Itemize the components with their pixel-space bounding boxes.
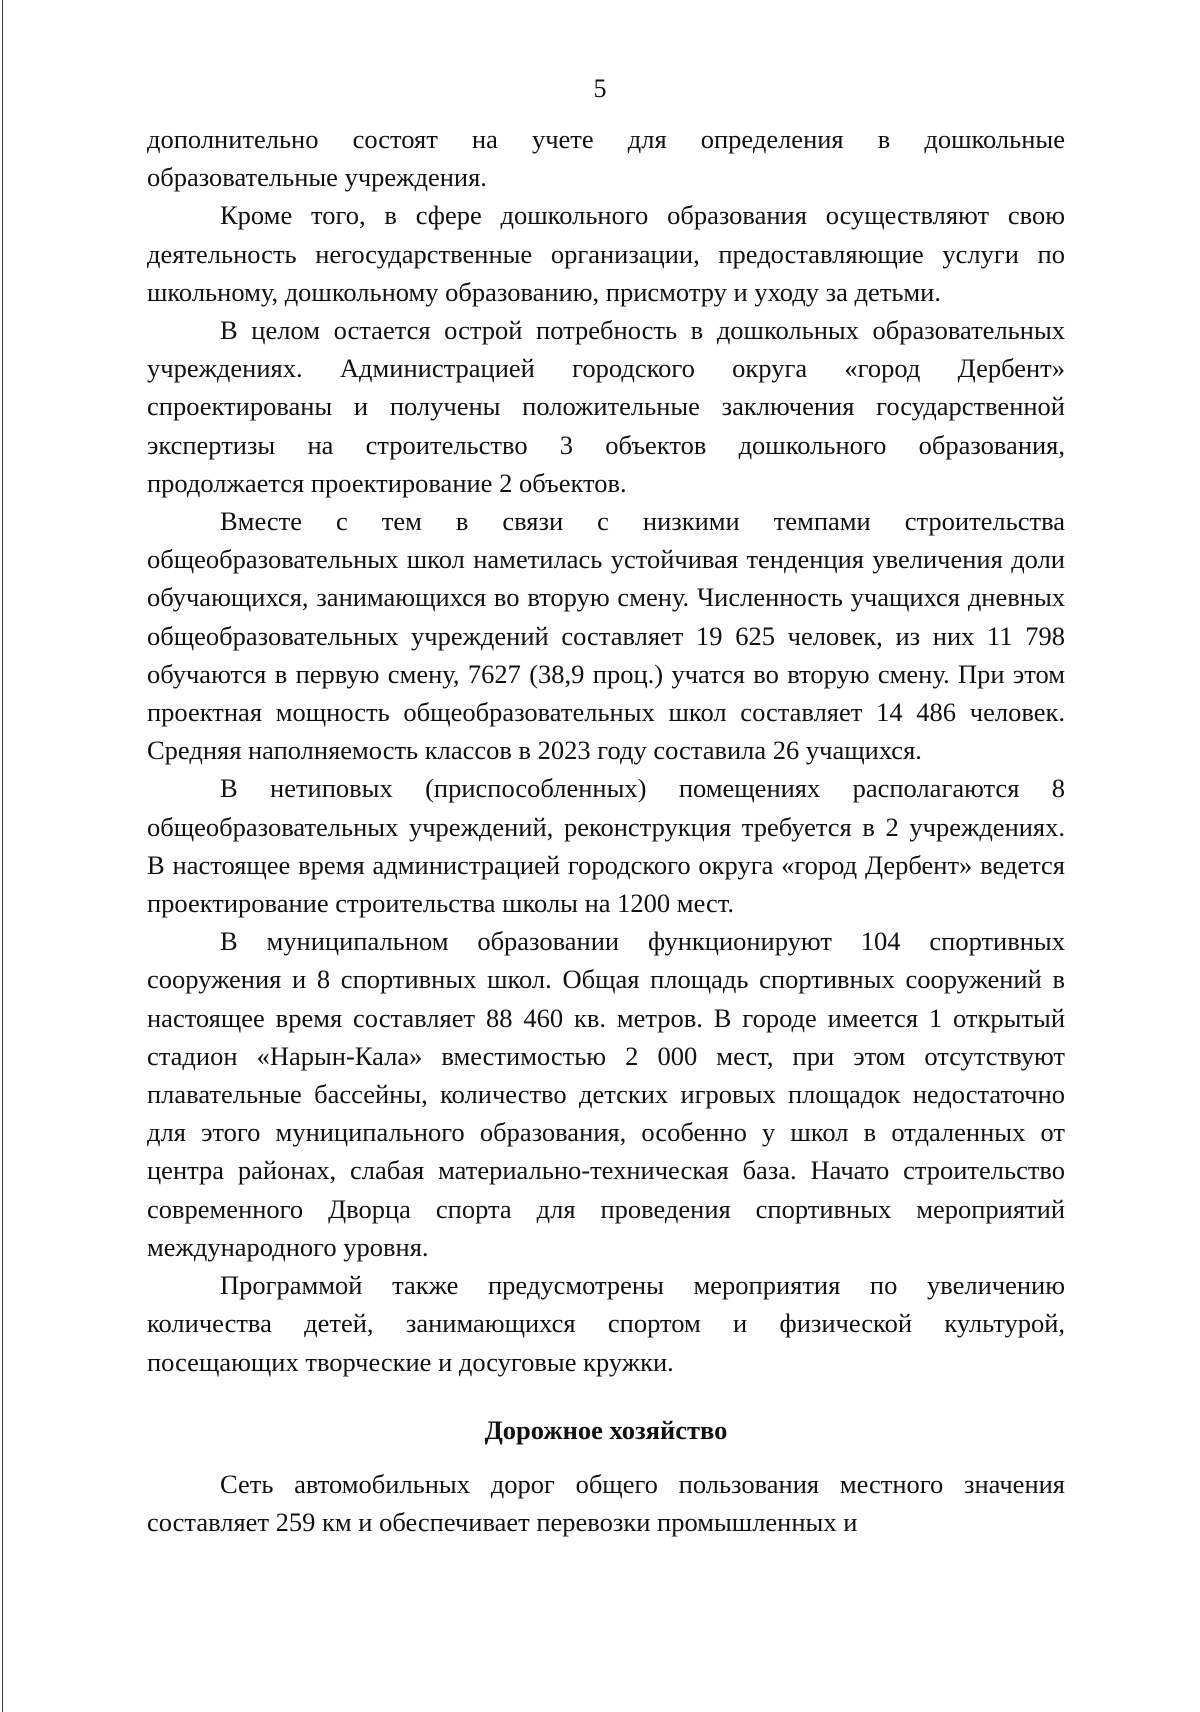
scan-edge-line (2, 0, 3, 1712)
paragraph-5: В нетиповых (приспособленных) помещениях располагаются 8 общеобразовательных учреждений, реконструкция требуется в 2 учреждениях. В настоящее время администрацией городского округа «город Дербент» ведется проектирование строительства школы на 1200 мест. (147, 773, 1065, 919)
document-body (147, 120, 1065, 1541)
section-paragraph-1: Сеть автомобильных дорог общего пользования местного значения составляет 259 км и обеспечивает перевозки промышленных и (147, 1468, 1065, 1538)
paragraph-1: дополнительно состоят на учете для определения в дошкольные образовательные учреждения. (147, 124, 1065, 193)
paragraph-6: В муниципальном образовании функционируют 104 спортивных сооружения и 8 спортивных школ. Общая площадь спортивных сооружений в настоящее время составляет 88 460 кв. метров. В городе имеется 1 открытый стадион «Нарын-Кала» вместимостью 2 000 мест, при этом отсутствуют плавательные бассейны, количество детских игровых площадок недостаточно для этого муниципального образования, особенно у школ в отдаленных от центра районах, слабая материально-техническая база. Начато строительство современного Дворца спорта для проведения спортивных мероприятий международного уровня. (147, 926, 1065, 1262)
page-number: 5 (593, 74, 607, 103)
paragraph-7: Программой также предусмотрены мероприятия по увеличению количества детей, занимающихся спортом и физической культурой, посещающих творческие и досуговые кружки. (147, 1270, 1065, 1377)
paragraph-3: В целом остается острой потребность в дошкольных образовательных учреждениях. Администрацией городского округа «город Дербент» спроектированы и получены положительные заключения государственной экспертизы на строительство 3 объектов дошкольного образования, продолжается проектирование 2 объектов. (147, 315, 1065, 498)
paragraph-4: Вместе с тем в связи с низкими темпами строительства общеобразовательных школ наметилась устойчивая тенденция увеличения доли обучающихся, занимающихся во вторую смену. Численность учащихся дневных общеобразовательных учреждений составляет 19 625 человек, из них 11 798 обучаются в первую смену, 7627 (38,9 проц.) учатся во вторую смену. При этом проектная мощность общеобразовательных школ составляет 14 486 человек. Средняя наполняемость классов в 2023 году составила 26 учащихся. (147, 506, 1065, 766)
paragraph-2: Кроме того, в сфере дошкольного образования осуществляют свою деятельность негосударственные организации, предоставляющие услуги по школьному, дошкольному образованию, присмотру и уходу за детьми. (147, 200, 1065, 307)
section-heading: Дорожное хозяйство (484, 1414, 728, 1445)
